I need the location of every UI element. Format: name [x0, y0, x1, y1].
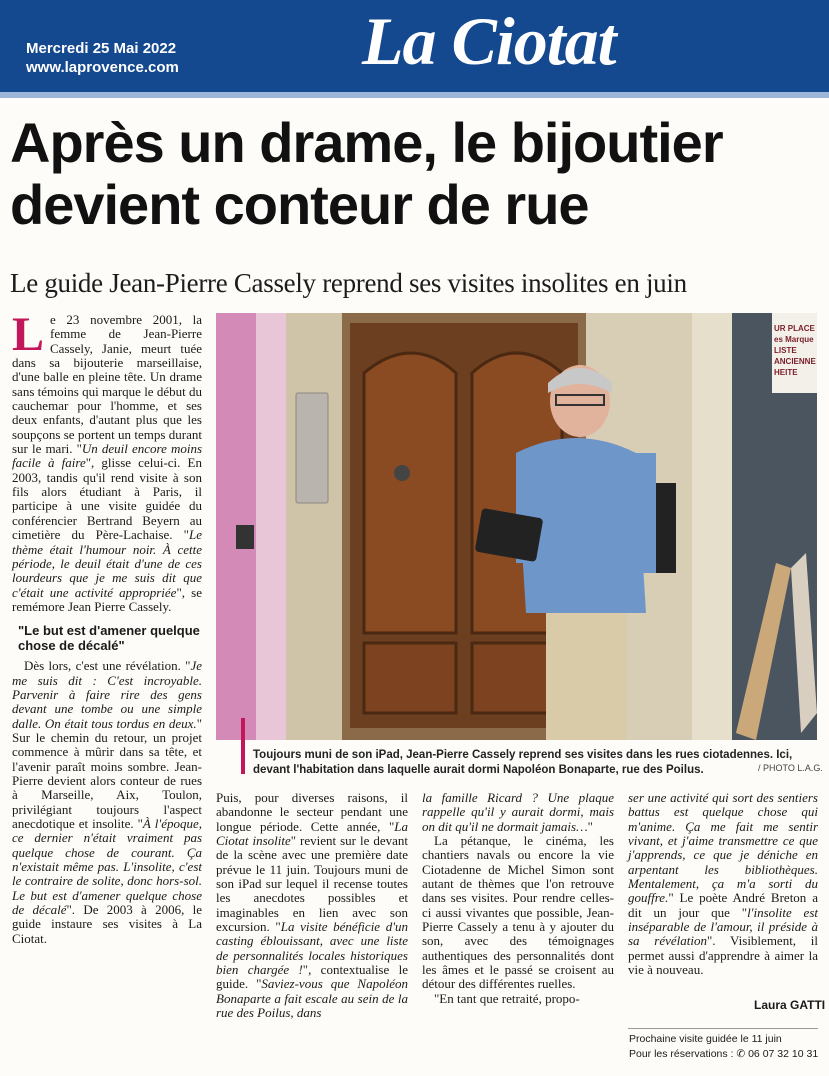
text-run: " Sur le chemin du retour, un projet commence à mûrir dans sa tête, et l'avenir paraît moins sombre. Jean-Pierre devient alors conteur de rues à Marseille, Aix, Toulon, privilégiant toujours l'aspect anecdotique et insolite. " [12, 715, 202, 831]
quote: La Ciotat insolite [216, 818, 408, 849]
article-column-1 [12, 308, 203, 946]
sign-text: es Marque [774, 335, 814, 344]
paragraph [216, 791, 408, 1021]
text-run: Puis, pour diverses raisons, il abandonne le secteur pendant une longue période. Cette année, " [216, 790, 408, 834]
drop-cap: L [12, 308, 45, 361]
text-run: ", contextualise le guide. " [216, 962, 408, 992]
photo-illustration [216, 313, 817, 740]
next-visit-info: Prochaine visite guidée le 11 juin [629, 1033, 782, 1045]
article-photo [216, 313, 817, 740]
edition-title: La Ciotat [362, 3, 616, 79]
sign-text: UR PLACE [774, 324, 815, 333]
paragraph [628, 791, 818, 977]
paragraph [422, 791, 614, 834]
article-column-2 [216, 791, 408, 1021]
caption-accent [241, 718, 245, 774]
text-run: " [587, 818, 593, 834]
paragraph: "En tant que retraité, propo- [434, 990, 580, 1006]
sign-text: ANCIENNE [774, 357, 816, 366]
masthead-divider [0, 92, 829, 98]
quote: Le thème était l'humour noir. À cette période, le deuil était d'une de ces lourdeurs que je me suis dit que c'était une activité appropriée [12, 527, 202, 600]
article-subhead: Le guide Jean-Pierre Cassely reprend ses visites insolites en juin [10, 268, 687, 298]
quote: Saviez-vous que Napoléon Bonaparte a fait escale au sein de la rue des Poilus, dans [216, 976, 408, 1021]
text-run: ". De 2003 à 2006, le guide instaure ses visites à La Ciotat. [12, 902, 202, 946]
author-byline: Laura GATTI [754, 998, 826, 1012]
article-column-4 [628, 791, 818, 977]
sign-text: HEITE [774, 368, 798, 377]
article-column-3 [422, 791, 614, 1006]
text-run: " Le poète André Breton a dit un jour que " [628, 890, 818, 920]
quote: À l'époque, ce dernier n'était vraiment pas quelque chose de courant. Ça n'existait même pas. L'insolite, c'est le contraire de solite, donc hors-sol. Le but est d'amener quelque chose de décalé [12, 816, 202, 918]
photo-credit: / PHOTO L.A.G. [758, 763, 823, 773]
reservation-info: Pour les réservations : ✆ 06 07 32 10 31 [629, 1048, 819, 1060]
text-run: ", se remémore Jean Pierre Cassely. [12, 584, 202, 614]
sign-text: LISTE [774, 346, 797, 355]
paragraph [12, 659, 202, 946]
quote: ser une activité qui sort des sentiers battus est quelque chose qui m'anime. Ça me fait me sentir vivant, et j'aime transmettre ce que j'apprends, ce que je déniche en arpentant les bibliothèques. Mentalement, ça m'a sorti du gouffre. [628, 790, 818, 906]
text-run: ", glisse celui-ci. En 2003, tandis qu'il rend visite à son fils alors étudiant à Paris, il participe à une visite guidée du conférencier Bertrand Beyern au cimetière du Père-Lachaise. " [12, 455, 202, 543]
quote: Un deuil encore moins facile à faire [12, 441, 203, 471]
info-divider [628, 1028, 818, 1029]
website-link[interactable]: www.laprovence.com [26, 59, 179, 76]
quote: Je me suis dit : C'est incroyable. Parvenir à faire rire des gens devant une tombe ou une simple dalle. On était tous tordus en deux. [12, 658, 202, 731]
photo-caption: Toujours muni de son iPad, Jean-Pierre Cassely reprend ses visites dans les rues ciotadennes. Ici, devant l'habitation dans laquelle aurait dormi Napoléon Bonaparte, rue des Poilus. [253, 749, 793, 776]
paragraph: La pétanque, le cinéma, les chantiers navals ou encore la vie Ciotadenne de Michel Simon sont autant de thèmes que l'on retrouve dans ses visites. Pour rendre celles-ci aussi vivantes que possible, Jean-Pierre Cassely a tenu à y ajouter du son, avec des témoignages authentiques des personnalités dont les âmes et le passé se croisent au détour des différentes ruelles. [422, 833, 614, 992]
article-headline: Après un drame, le bijoutier devient conteur de rue [10, 111, 723, 236]
intertitle: "Le but est d'amener quelque chose de décalé" [18, 623, 200, 654]
text-run: ". Visiblement, il permet aussi d'apprendre à aimer la vie à nouveau. [628, 933, 819, 978]
issue-date: Mercredi 25 Mai 2022 [26, 40, 177, 57]
text-run: " revient sur le devant de la scène avec une première date prévue le 11 juin. Toujours muni de son iPad sur lequel il recense toutes les anecdotes possibles et imaginables en lien avec son excursion. " [216, 833, 408, 935]
paragraph [12, 308, 203, 614]
text-run: Dès lors, c'est une révélation. " [24, 658, 191, 674]
quote: La visite bénéficie d'un casting éblouissant, avec une liste de personnalités locales historiques bien chargée ! [216, 919, 408, 978]
quote: l'insolite est inséparable de l'amour, il préside à sa révélation [628, 904, 818, 949]
text-run: e 23 novembre 2001, la femme de Jean-Pierre Cassely, Janie, meurt tuée dans sa bijouterie marseillaise, d'une balle en pleine tête. Un drame sans témoins qui marque le début du cauchemar pour l'homme, et ses deux enfants, d'autant plus que les soupçons se portent un temps durant sur le mari. " [12, 312, 202, 457]
quote: la famille Ricard ? Une plaque rappelle qu'il y aurait dormi, mais on dit qu'il ne dormait jamais… [422, 790, 614, 834]
